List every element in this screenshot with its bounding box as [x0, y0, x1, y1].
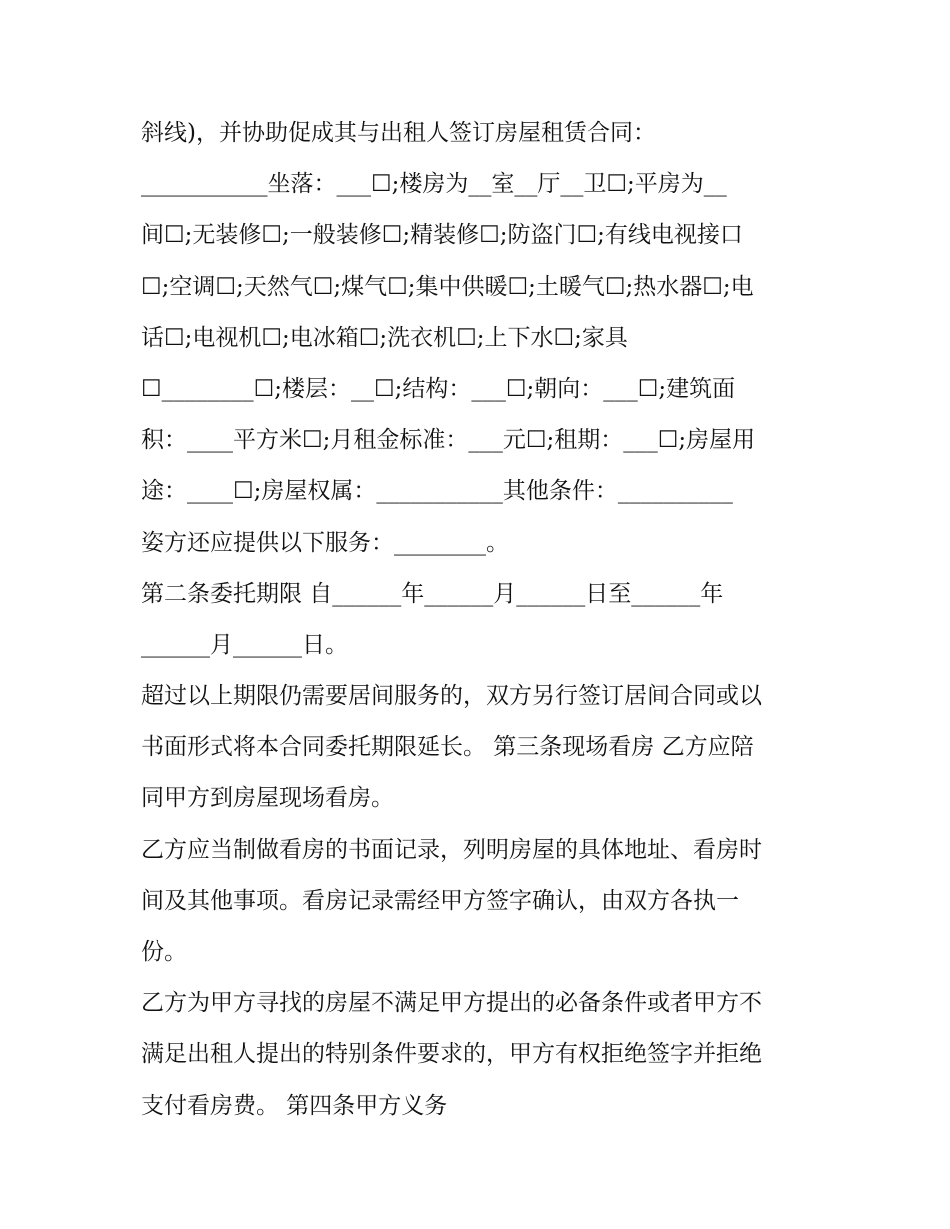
text-line: 乙方应当制做看房的书面记录，列明房屋的具体地址、看房时: [141, 836, 762, 863]
text-line: 同甲方到房屋现场看房。: [141, 785, 394, 812]
text-line: 间☐;无装修☐;一般装修☐;精装修☐;防盗门☐;有线电视接口: [141, 222, 743, 249]
text-line: 份。: [141, 939, 187, 965]
text-line: 话☐;电视机☐;电冰箱☐;洗衣机☐;上下水☐;家具: [141, 324, 628, 351]
contract-text-block: [141, 108, 831, 1132]
text-line: ☐;空调☐;天然气☐;煤气☐;集中供暖☐;土暖气☐;热水器☐;电: [141, 273, 754, 300]
text-line: 间及其他事项。看房记录需经甲方签字确认，由双方各执一: [141, 887, 739, 914]
text-line: 乙方为甲方寻找的房屋不满足甲方提出的必备条件或者甲方不: [141, 990, 762, 1017]
text-line: 支付看房费。 第四条甲方义务: [141, 1092, 448, 1119]
text-line: 第二条委托期限 自______年______月______日至______年: [141, 580, 724, 607]
text-line: 超过以上期限仍需要居间服务的，双方另行签订居间合同或以: [141, 683, 762, 710]
text-line: 姿方还应提供以下服务：________。: [141, 529, 509, 556]
text-line: ______月______日。: [141, 631, 348, 658]
text-line: 途：____☐;房屋权属：___________其他条件：__________: [141, 478, 733, 505]
text-line: 满足出租人提出的特别条件要求的，甲方有权拒绝签字并拒绝: [141, 1041, 762, 1068]
text-line: ☐________☐;楼层：__☐;结构：___☐;朝向：___☐;建筑面: [141, 375, 736, 402]
text-line: 书面形式将本合同委托期限延长。 第三条现场看房 乙方应陪: [141, 734, 754, 761]
text-line: ___________坐落：___☐;楼房为__室__厅__卫☐;平房为__: [141, 171, 727, 198]
text-line: 斜线)，并协助促成其与出租人签订房屋租赁合同：: [141, 120, 656, 146]
text-line: 积：____平方米☐;月租金标准：___元☐;租期：___☐;房屋用: [141, 427, 756, 454]
